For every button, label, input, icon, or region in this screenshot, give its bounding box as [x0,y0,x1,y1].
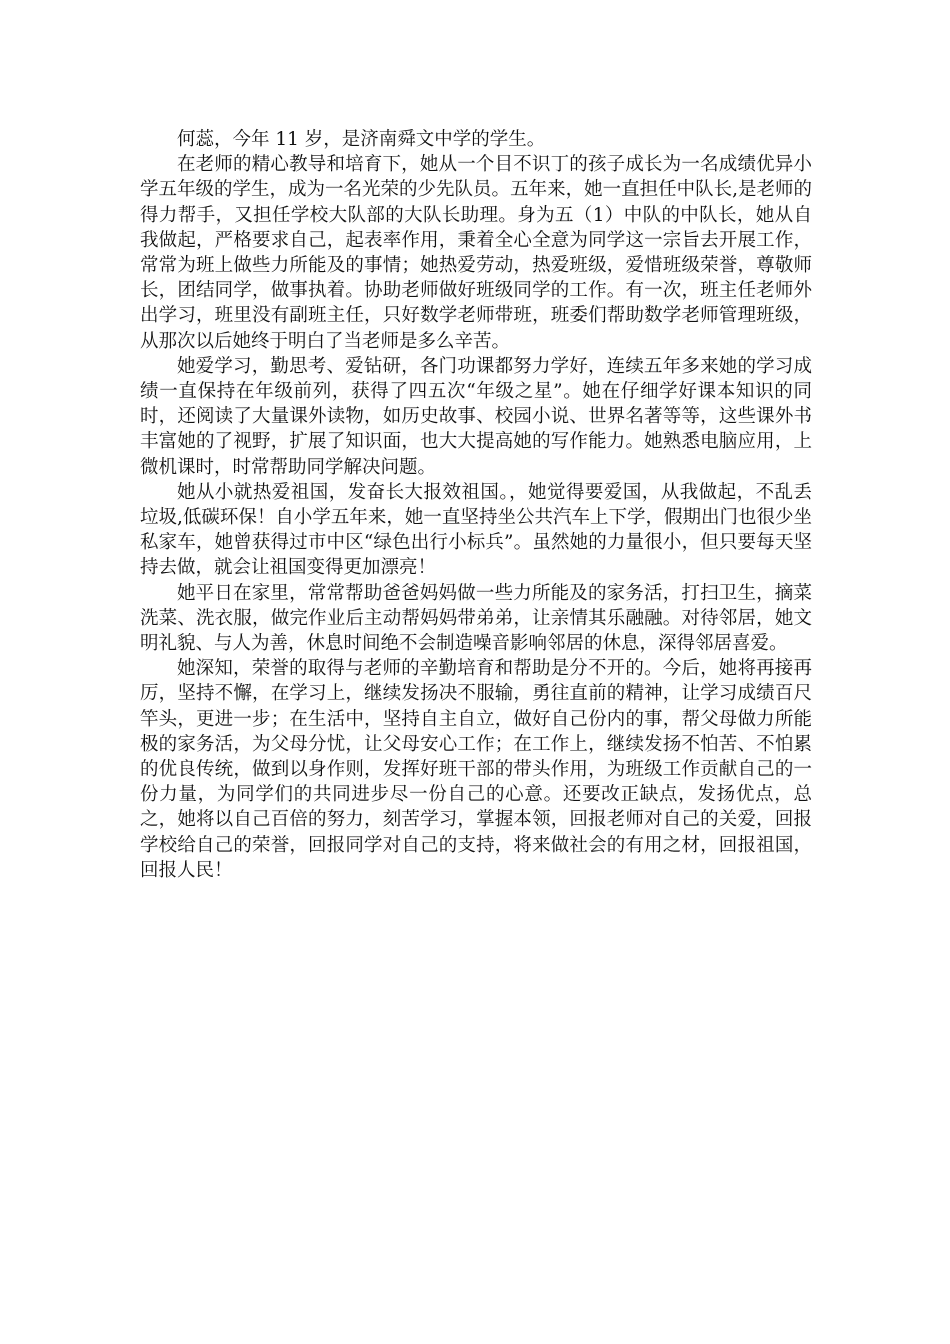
document-body [140,127,812,883]
paragraph-class-leader: 在老师的精心教导和培育下，她从一个目不识丁的孩子成长为一名成绩优异小学五年级的学生，成为一名光荣的少先队员。五年来，她一直担任中队长,是老师的得力帮手，又担任学校大队部的大队长助理。身为五（1）中队的中队长，她从自我做起，严格要求自己，起表率作用，秉着全心全意为同学这一宗旨去开展工作，常常为班上做些力所能及的事情；她热爱劳动，热爱班级，爱惜班级荣誉，尊敬师长，团结同学，做事执着。协助老师做好班级同学的工作。有一次，班主任老师外出学习，班里没有副班主任，只好数学老师带班，班委们帮助数学老师管理班级，从那次以后她终于明白了当老师是多么辛苦。 [140,154,812,352]
paragraph-patriotism: 她从小就热爱祖国，发奋长大报效祖国。，她觉得要爱国，从我做起，不乱丢垃圾,低碳环保！自小学五年来，她一直坚持坐公共汽车上下学，假期出门也很少坐私家车，她曾获得过市中区“绿色出行小标兵”。虽然她的力量很小，但只要每天坚持去做，就会让祖国变得更加漂亮！ [140,481,812,579]
paragraph-future: 她深知，荣誉的取得与老师的辛勤培育和帮助是分不开的。今后，她将再接再厉，坚持不懈，在学习上，继续发扬决不服输，勇往直前的精神，让学习成绩百尺竿头，更进一步；在生活中，坚持自主自立，做好自己份内的事，帮父母做力所能极的家务活，为父母分忧，让父母安心工作；在工作上，继续发扬不怕苦、不怕累的优良传统，做到以身作则，发挥好班干部的带头作用，为班级工作贡献自己的一份力量，为同学们的共同进步尽一份自己的心意。还要改正缺点，发扬优点，总之，她将以自己百倍的努力，刻苦学习，掌握本领，回报老师对自己的关爱，回报学校给自己的荣誉，回报同学对自己的支持，将来做社会的有用之材，回报祖国，回报人民！ [140,658,812,881]
paragraph-study: 她爱学习，勤思考、爱钻研，各门功课都努力学好，连续五年多来她的学习成绩一直保持在年级前列，获得了四五次“年级之星”。她在仔细学好课本知识的同时，还阅读了大量课外读物，如历史故事、校园小说、世界名著等等，这些课外书丰富她的了视野，扩展了知识面，也大大提高她的写作能力。她熟悉电脑应用，上微机课时，时常帮助同学解决问题。 [140,355,812,478]
paragraph-home-life: 她平日在家里，常常帮助爸爸妈妈做一些力所能及的家务活，打扫卫生，摘菜洗菜、洗衣服，做完作业后主动帮妈妈带弟弟，让亲情其乐融融。对待邻居，她文明礼貌、与人为善，休息时间绝不会制造噪音影响邻居的休息，深得邻居喜爱。 [140,582,812,655]
paragraph-intro: 何蕊，今年 11 岁，是济南舜文中学的学生。 [177,129,546,150]
